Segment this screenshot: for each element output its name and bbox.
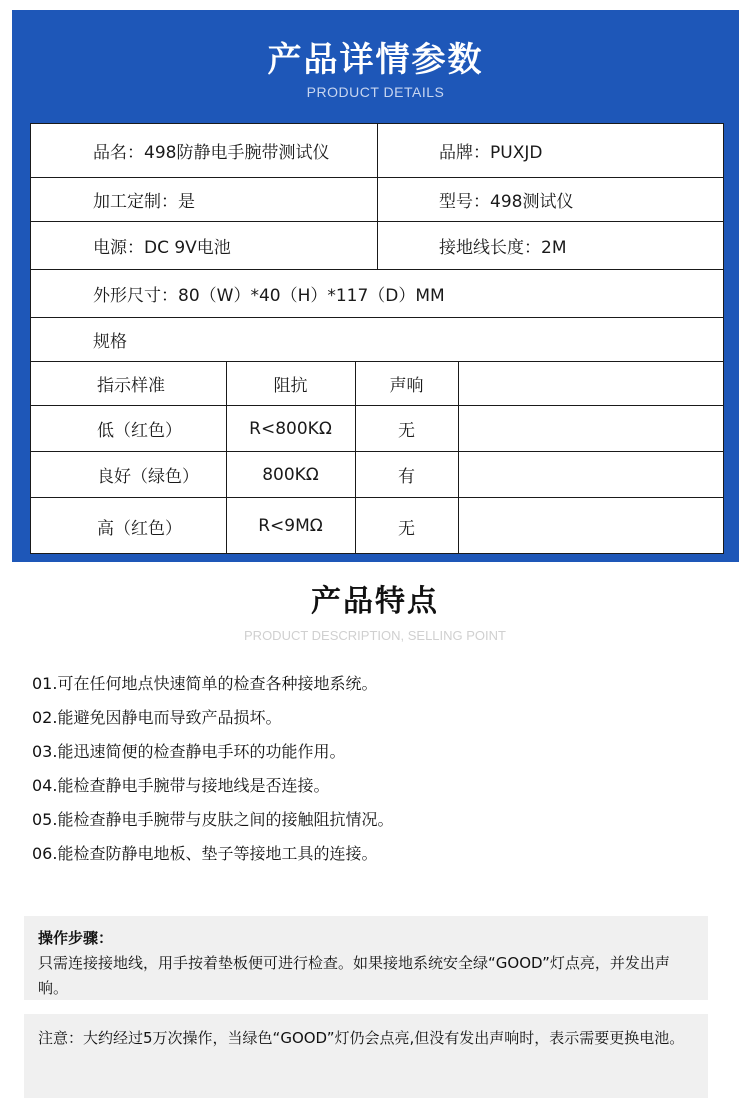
table-row	[31, 498, 723, 554]
model: 型号：498测试仪	[439, 192, 574, 212]
list-item: 02.能避免因静电而导致产品损坏。	[32, 708, 282, 727]
spec-indicator: 低（红色）	[97, 421, 182, 441]
spec-sound: 无	[398, 421, 415, 441]
params-subtitle: PRODUCT DETAILS	[306, 84, 445, 100]
feature-list	[32, 672, 393, 876]
spec-sound: 无	[398, 518, 415, 539]
spec-label: 规格	[93, 332, 127, 352]
spec-indicator: 良好（绿色）	[97, 467, 199, 487]
table-row	[31, 406, 723, 452]
product-name: 品名：498防静电手腕带测试仪	[93, 143, 330, 163]
spec-impedance: 800KΩ	[262, 464, 319, 485]
operation-text: 只需连接接地线，用手按着垫板便可进行检查。如果接地系统安全绿“GOOD”灯点亮，并发出声响。	[38, 954, 670, 997]
table-row	[31, 124, 723, 178]
spec-header-indicator: 指示样准	[97, 376, 165, 396]
power-source: 电源：DC 9V电池	[93, 238, 231, 258]
table-row	[31, 452, 723, 498]
operation-steps-box	[24, 916, 708, 1000]
spec-indicator: 高（红色）	[97, 518, 182, 539]
table-row	[31, 178, 723, 222]
features-title: 产品特点	[311, 584, 439, 619]
spec-header-impedance: 阻抗	[273, 376, 308, 396]
list-item: 04.能检查静电手腕带与接地线是否连接。	[32, 776, 330, 795]
list-item: 06.能检查防静电地板、垫子等接地工具的连接。	[32, 844, 378, 863]
spec-impedance: R<9MΩ	[258, 516, 323, 536]
spec-header-sound: 声响	[389, 376, 424, 396]
spec-impedance: R<800KΩ	[249, 418, 332, 439]
operation-heading: 操作步骤：	[38, 929, 114, 947]
ground-wire-length: 接地线长度：2M	[439, 238, 567, 258]
table-row	[31, 270, 723, 318]
spec-table	[30, 123, 724, 554]
brand: 品牌：PUXJD	[439, 143, 543, 163]
spec-header-row	[31, 362, 723, 406]
list-item: 03.能迅速简便的检查静电手环的功能作用。	[32, 742, 346, 761]
list-item: 01.可在任何地点快速简单的检查各种接地系统。	[32, 674, 378, 693]
list-item: 05.能检查静电手腕带与皮肤之间的接触阻抗情况。	[32, 810, 394, 829]
table-row	[31, 222, 723, 270]
params-title: 产品详情参数	[267, 40, 484, 80]
dimensions: 外形尺寸：80（W）*40（H）*117（D）MM	[93, 286, 445, 306]
table-row	[31, 318, 723, 362]
notice-box	[24, 1014, 708, 1098]
features-subtitle: PRODUCT DESCRIPTION, SELLING POINT	[244, 628, 506, 643]
custom-processing: 加工定制：是	[93, 192, 195, 212]
spec-sound: 有	[398, 467, 415, 487]
notice-text: 注意：大约经过5万次操作，当绿色“GOOD”灯仍会点亮,但没有发出声响时，表示需要更换电池。	[38, 1029, 685, 1047]
